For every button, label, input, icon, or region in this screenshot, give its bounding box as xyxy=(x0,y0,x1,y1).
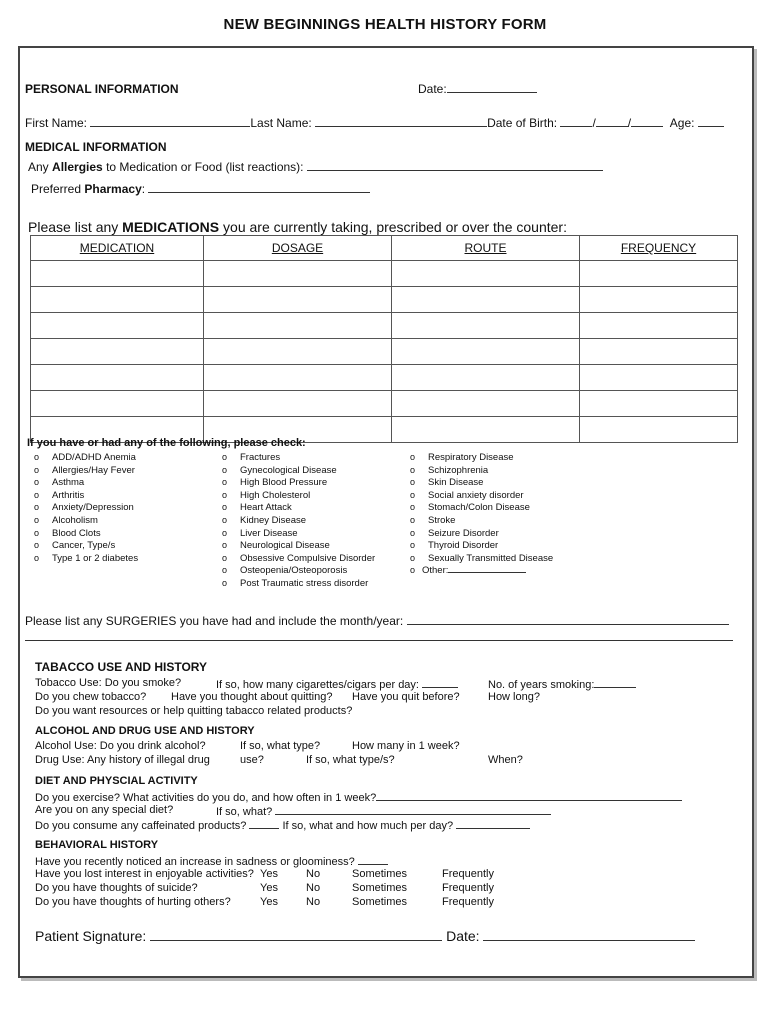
behavioral-q-3: Do you have thoughts of hurting others? xyxy=(35,896,231,908)
conditions-col-3 xyxy=(410,451,553,577)
condition-label: High Blood Pressure xyxy=(240,477,328,489)
checkbox-icon[interactable]: o xyxy=(222,514,228,525)
medications-bold: MEDICATIONS xyxy=(122,219,220,235)
personal-date-label: Date: xyxy=(418,82,447,96)
checkbox-icon[interactable]: o xyxy=(34,514,40,525)
condition-item[interactable] xyxy=(34,552,138,565)
condition-item[interactable] xyxy=(410,514,553,527)
form-title: NEW BEGINNINGS HEALTH HISTORY FORM xyxy=(223,16,547,33)
tobacco-smoke-q: Tobacco Use: Do you smoke? xyxy=(35,677,182,689)
condition-item[interactable] xyxy=(222,464,375,477)
condition-label: Anxiety/Depression xyxy=(52,502,134,514)
checkbox-icon[interactable]: o xyxy=(222,464,228,475)
condition-label: Kidney Disease xyxy=(240,514,307,526)
exercise-row xyxy=(35,790,682,804)
other-label: Other: xyxy=(422,565,449,577)
condition-label: Skin Disease xyxy=(428,477,484,489)
table-row xyxy=(31,339,738,365)
condition-item[interactable] xyxy=(222,577,375,590)
surgeries-field-line-2[interactable] xyxy=(25,640,733,641)
table-cell[interactable] xyxy=(31,339,204,365)
condition-label: Asthma xyxy=(52,477,85,489)
allergies-bold: Allergies xyxy=(52,160,103,174)
condition-item[interactable] xyxy=(410,552,553,565)
column-route: ROUTE xyxy=(392,236,580,261)
tobacco-chew-q: Do you chew tobacco? xyxy=(35,691,147,703)
sadness-row xyxy=(35,854,388,868)
age-field[interactable] xyxy=(698,116,724,127)
tobacco-smoke-followup xyxy=(216,677,458,691)
surgeries-row xyxy=(25,614,729,628)
checkbox-icon[interactable]: o xyxy=(222,577,228,588)
conditions-heading: If you have or had any of the following, please check: xyxy=(27,437,306,449)
medications-header-row xyxy=(31,236,738,261)
years-smoking-field[interactable] xyxy=(594,677,636,688)
signature-date-label: Date: xyxy=(446,928,480,944)
checkbox-icon[interactable]: o xyxy=(34,452,40,462)
age-label: Age: xyxy=(669,116,695,130)
condition-label: Social anxiety disorder xyxy=(428,489,524,501)
behavioral-q-1: Have you lost interest in enjoyable activities? xyxy=(35,868,254,880)
condition-label: Sexually Transmitted Disease xyxy=(428,552,554,564)
first-name-label: First Name: xyxy=(25,116,88,130)
checkbox-icon[interactable]: o xyxy=(410,565,416,576)
checkbox-icon[interactable]: o xyxy=(222,552,228,563)
alcohol-type: If so, what type? xyxy=(240,740,321,752)
table-cell[interactable] xyxy=(31,391,204,417)
tobacco-quit-before-q: Have you quit before? xyxy=(352,691,460,703)
condition-label: Gynecological Disease xyxy=(240,464,337,476)
allergies-suffix: to Medication or Food (list reactions): xyxy=(106,160,304,174)
conditions-col-1 xyxy=(34,451,138,564)
conditions-col-2 xyxy=(222,451,375,590)
drug-type: If so, what type/s? xyxy=(306,754,395,766)
patient-signature-label: Patient Signature: xyxy=(35,928,147,944)
medications-table xyxy=(30,235,738,443)
checkbox-icon[interactable]: o xyxy=(222,540,228,551)
condition-item[interactable] xyxy=(222,527,375,540)
allergies-field[interactable] xyxy=(307,160,603,171)
signature-date-field[interactable] xyxy=(483,928,695,941)
other-field[interactable] xyxy=(448,564,526,573)
special-diet-q: Are you on any special diet? xyxy=(35,804,174,816)
tobacco-heading: TABACCO USE AND HISTORY xyxy=(35,660,208,674)
option-no[interactable]: No xyxy=(306,882,321,894)
column-medication: MEDICATION xyxy=(31,236,204,261)
condition-item[interactable] xyxy=(410,451,553,464)
dob-label: Date of Birth: xyxy=(487,116,558,130)
dob-month-field[interactable] xyxy=(560,116,592,127)
condition-label: Post Traumatic stress disorder xyxy=(240,577,369,589)
table-cell[interactable] xyxy=(392,365,580,391)
checkbox-icon[interactable]: o xyxy=(222,502,228,513)
table-row xyxy=(31,365,738,391)
table-cell[interactable] xyxy=(204,261,392,287)
option-yes[interactable]: Yes xyxy=(260,882,278,894)
condition-item-other[interactable] xyxy=(410,564,553,577)
option-no[interactable]: No xyxy=(306,868,321,880)
condition-label: Allergies/Hay Fever xyxy=(52,464,135,476)
table-cell[interactable] xyxy=(580,261,738,287)
behavioral-q-2: Do you have thoughts of suicide? xyxy=(35,882,198,894)
condition-label: Stomach/Colon Disease xyxy=(428,502,530,514)
tobacco-quitting-q: Have you thought about quitting? xyxy=(171,691,333,703)
pharmacy-bold: Pharmacy xyxy=(84,182,142,196)
table-cell[interactable] xyxy=(204,391,392,417)
checkbox-icon[interactable]: o xyxy=(34,552,40,563)
checkbox-icon[interactable]: o xyxy=(34,540,40,551)
table-cell[interactable] xyxy=(580,313,738,339)
drug-q: Drug Use: Any history of illegal drug xyxy=(35,754,210,766)
condition-label: Blood Clots xyxy=(52,527,101,539)
checkbox-icon[interactable]: o xyxy=(410,452,416,462)
table-row xyxy=(31,313,738,339)
column-frequency: FREQUENCY xyxy=(580,236,738,261)
condition-item[interactable] xyxy=(34,489,138,502)
condition-item[interactable] xyxy=(410,501,553,514)
table-cell[interactable] xyxy=(31,313,204,339)
condition-item[interactable] xyxy=(34,501,138,514)
smoke-followup-label: If so, how many cigarettes/cigars per day: xyxy=(216,679,419,691)
alcohol-heading: ALCOHOL AND DRUG USE AND HISTORY xyxy=(35,725,255,737)
option-frequently[interactable]: Frequently xyxy=(442,896,494,908)
condition-label: Neurological Disease xyxy=(240,540,330,552)
condition-label: Stroke xyxy=(428,514,456,526)
condition-label: Respiratory Disease xyxy=(428,452,514,463)
caffeine-row xyxy=(35,818,530,832)
last-name-field[interactable] xyxy=(315,116,487,127)
condition-item[interactable] xyxy=(222,501,375,514)
condition-item[interactable] xyxy=(34,451,138,464)
condition-item[interactable] xyxy=(34,527,138,540)
special-diet-followup: If so, what? xyxy=(216,806,273,818)
exercise-field[interactable] xyxy=(376,790,682,801)
condition-label: Obsessive Compulsive Disorder xyxy=(240,552,376,564)
caffeine-q: Do you consume any caffeinated products? xyxy=(35,820,247,832)
condition-label: Schizophrenia xyxy=(428,464,489,476)
checkbox-icon[interactable]: o xyxy=(410,552,416,563)
special-diet-field[interactable] xyxy=(275,804,551,815)
pharmacy-prefix: Preferred xyxy=(31,182,82,196)
tobacco-years xyxy=(488,677,636,691)
medical-heading: MEDICAL INFORMATION xyxy=(25,140,167,154)
medications-prefix: Please list any xyxy=(28,219,119,235)
condition-label: Fractures xyxy=(240,452,281,463)
table-cell[interactable] xyxy=(580,391,738,417)
condition-label: Type 1 or 2 diabetes xyxy=(52,552,139,564)
caffeine-amount-field[interactable] xyxy=(456,818,530,829)
condition-item[interactable] xyxy=(410,539,553,552)
checkbox-icon[interactable]: o xyxy=(410,540,416,551)
drug-when: When? xyxy=(488,754,523,766)
option-frequently[interactable]: Frequently xyxy=(442,868,494,880)
surgeries-prompt: Please list any SURGERIES you have had and include the month/year: xyxy=(25,614,404,628)
condition-item[interactable] xyxy=(34,514,138,527)
first-name-field[interactable] xyxy=(90,116,250,127)
condition-label: Arthritis xyxy=(52,489,85,501)
checkbox-icon[interactable]: o xyxy=(222,489,228,500)
option-yes[interactable]: Yes xyxy=(260,896,278,908)
checkbox-icon[interactable]: o xyxy=(34,477,40,488)
table-cell[interactable] xyxy=(31,365,204,391)
pharmacy-field[interactable] xyxy=(148,182,370,193)
exercise-q: Do you exercise? What activities do you do, and how often in 1 week? xyxy=(35,792,377,804)
checkbox-icon[interactable]: o xyxy=(222,452,228,462)
table-cell[interactable] xyxy=(392,391,580,417)
condition-label: High Cholesterol xyxy=(240,489,311,501)
condition-label: Alcoholism xyxy=(52,514,98,526)
checkbox-icon[interactable]: o xyxy=(34,489,40,500)
table-cell[interactable] xyxy=(204,339,392,365)
signature-row xyxy=(35,928,695,944)
condition-item[interactable] xyxy=(410,476,553,489)
name-row: First Name: Last Name: Date of Birth: / / Age: xyxy=(25,116,724,130)
condition-label: Liver Disease xyxy=(240,527,298,539)
column-dosage: DOSAGE xyxy=(204,236,392,261)
checkbox-icon[interactable]: o xyxy=(34,464,40,475)
option-sometimes[interactable]: Sometimes xyxy=(352,896,408,908)
pharmacy-row xyxy=(31,182,370,196)
caffeine-yes-no-field[interactable] xyxy=(249,818,279,829)
table-cell[interactable] xyxy=(392,417,580,443)
table-cell[interactable] xyxy=(204,365,392,391)
table-cell[interactable] xyxy=(31,261,204,287)
patient-signature-field[interactable] xyxy=(150,928,442,941)
diet-heading: DIET AND PHYSCIAL ACTIVITY xyxy=(35,775,198,787)
pharmacy-colon: : xyxy=(141,182,146,196)
table-cell[interactable] xyxy=(392,261,580,287)
checkbox-icon[interactable]: o xyxy=(410,514,416,525)
table-cell[interactable] xyxy=(580,417,738,443)
condition-item[interactable] xyxy=(222,476,375,489)
checkbox-icon[interactable]: o xyxy=(34,502,40,513)
checkbox-icon[interactable]: o xyxy=(222,477,228,488)
condition-label: Seizure Disorder xyxy=(428,527,499,539)
option-no[interactable]: No xyxy=(306,896,321,908)
condition-item[interactable] xyxy=(222,451,375,464)
dob-day-field[interactable] xyxy=(596,116,628,127)
medications-prompt xyxy=(28,219,567,235)
condition-item[interactable] xyxy=(222,539,375,552)
alcohol-q: Alcohol Use: Do you drink alcohol? xyxy=(35,740,206,752)
table-cell[interactable] xyxy=(580,365,738,391)
table-cell[interactable] xyxy=(392,313,580,339)
last-name-label: Last Name: xyxy=(250,116,312,130)
special-diet-followup-row xyxy=(216,804,551,818)
surgeries-field[interactable] xyxy=(407,614,729,625)
condition-item[interactable] xyxy=(222,489,375,502)
checkbox-icon[interactable]: o xyxy=(410,527,416,538)
condition-item[interactable] xyxy=(410,527,553,540)
table-cell[interactable] xyxy=(392,287,580,313)
condition-item[interactable] xyxy=(410,489,553,502)
checkbox-icon[interactable]: o xyxy=(222,527,228,538)
condition-item[interactable] xyxy=(222,514,375,527)
checkbox-icon[interactable]: o xyxy=(410,489,416,500)
condition-item[interactable] xyxy=(34,464,138,477)
cigarettes-per-day-field[interactable] xyxy=(422,677,458,688)
condition-label: Osteopenia/Osteoporosis xyxy=(240,565,348,577)
option-sometimes[interactable]: Sometimes xyxy=(352,882,408,894)
table-cell[interactable] xyxy=(31,287,204,313)
personal-heading: PERSONAL INFORMATION xyxy=(25,82,179,96)
option-sometimes[interactable]: Sometimes xyxy=(352,868,408,880)
checkbox-icon[interactable]: o xyxy=(34,527,40,538)
personal-date xyxy=(418,82,537,96)
tobacco-how-long: How long? xyxy=(488,691,540,703)
table-row xyxy=(31,287,738,313)
behavioral-heading: BEHAVIORAL HISTORY xyxy=(35,839,159,851)
caffeine-followup: If so, what and how much per day? xyxy=(282,820,454,832)
option-frequently[interactable]: Frequently xyxy=(442,882,494,894)
condition-label: Heart Attack xyxy=(240,502,292,514)
drug-use: use? xyxy=(240,754,264,766)
table-row xyxy=(31,391,738,417)
condition-item[interactable] xyxy=(34,539,138,552)
allergies-row xyxy=(28,160,603,174)
condition-item[interactable] xyxy=(222,564,375,577)
sadness-q: Have you recently noticed an increase in sadness or gloominess? xyxy=(35,856,355,868)
condition-label: ADD/ADHD Anemia xyxy=(52,452,136,463)
sadness-field[interactable] xyxy=(358,854,388,865)
condition-item[interactable] xyxy=(410,464,553,477)
table-row xyxy=(31,261,738,287)
condition-item[interactable] xyxy=(34,476,138,489)
option-yes[interactable]: Yes xyxy=(260,868,278,880)
checkbox-icon[interactable]: o xyxy=(222,565,228,576)
condition-item[interactable] xyxy=(222,552,375,565)
checkbox-icon[interactable]: o xyxy=(410,477,416,488)
alcohol-week: How many in 1 week? xyxy=(352,740,460,752)
condition-label: Thyroid Disorder xyxy=(428,540,499,552)
medications-suffix: you are currently taking, prescribed or over the counter: xyxy=(223,219,567,235)
table-cell[interactable] xyxy=(204,313,392,339)
table-cell[interactable] xyxy=(580,287,738,313)
checkbox-icon[interactable]: o xyxy=(410,464,416,475)
allergies-prefix: Any xyxy=(28,160,49,174)
checkbox-icon[interactable]: o xyxy=(410,502,416,513)
condition-label: Cancer, Type/s xyxy=(52,540,116,552)
table-cell[interactable] xyxy=(580,339,738,365)
years-smoking-label: No. of years smoking: xyxy=(488,679,595,691)
table-cell[interactable] xyxy=(392,339,580,365)
dob-year-field[interactable] xyxy=(631,116,663,127)
tobacco-resources-q: Do you want resources or help quitting tabacco related products? xyxy=(35,705,353,717)
personal-date-field[interactable] xyxy=(447,82,537,93)
table-cell[interactable] xyxy=(204,287,392,313)
